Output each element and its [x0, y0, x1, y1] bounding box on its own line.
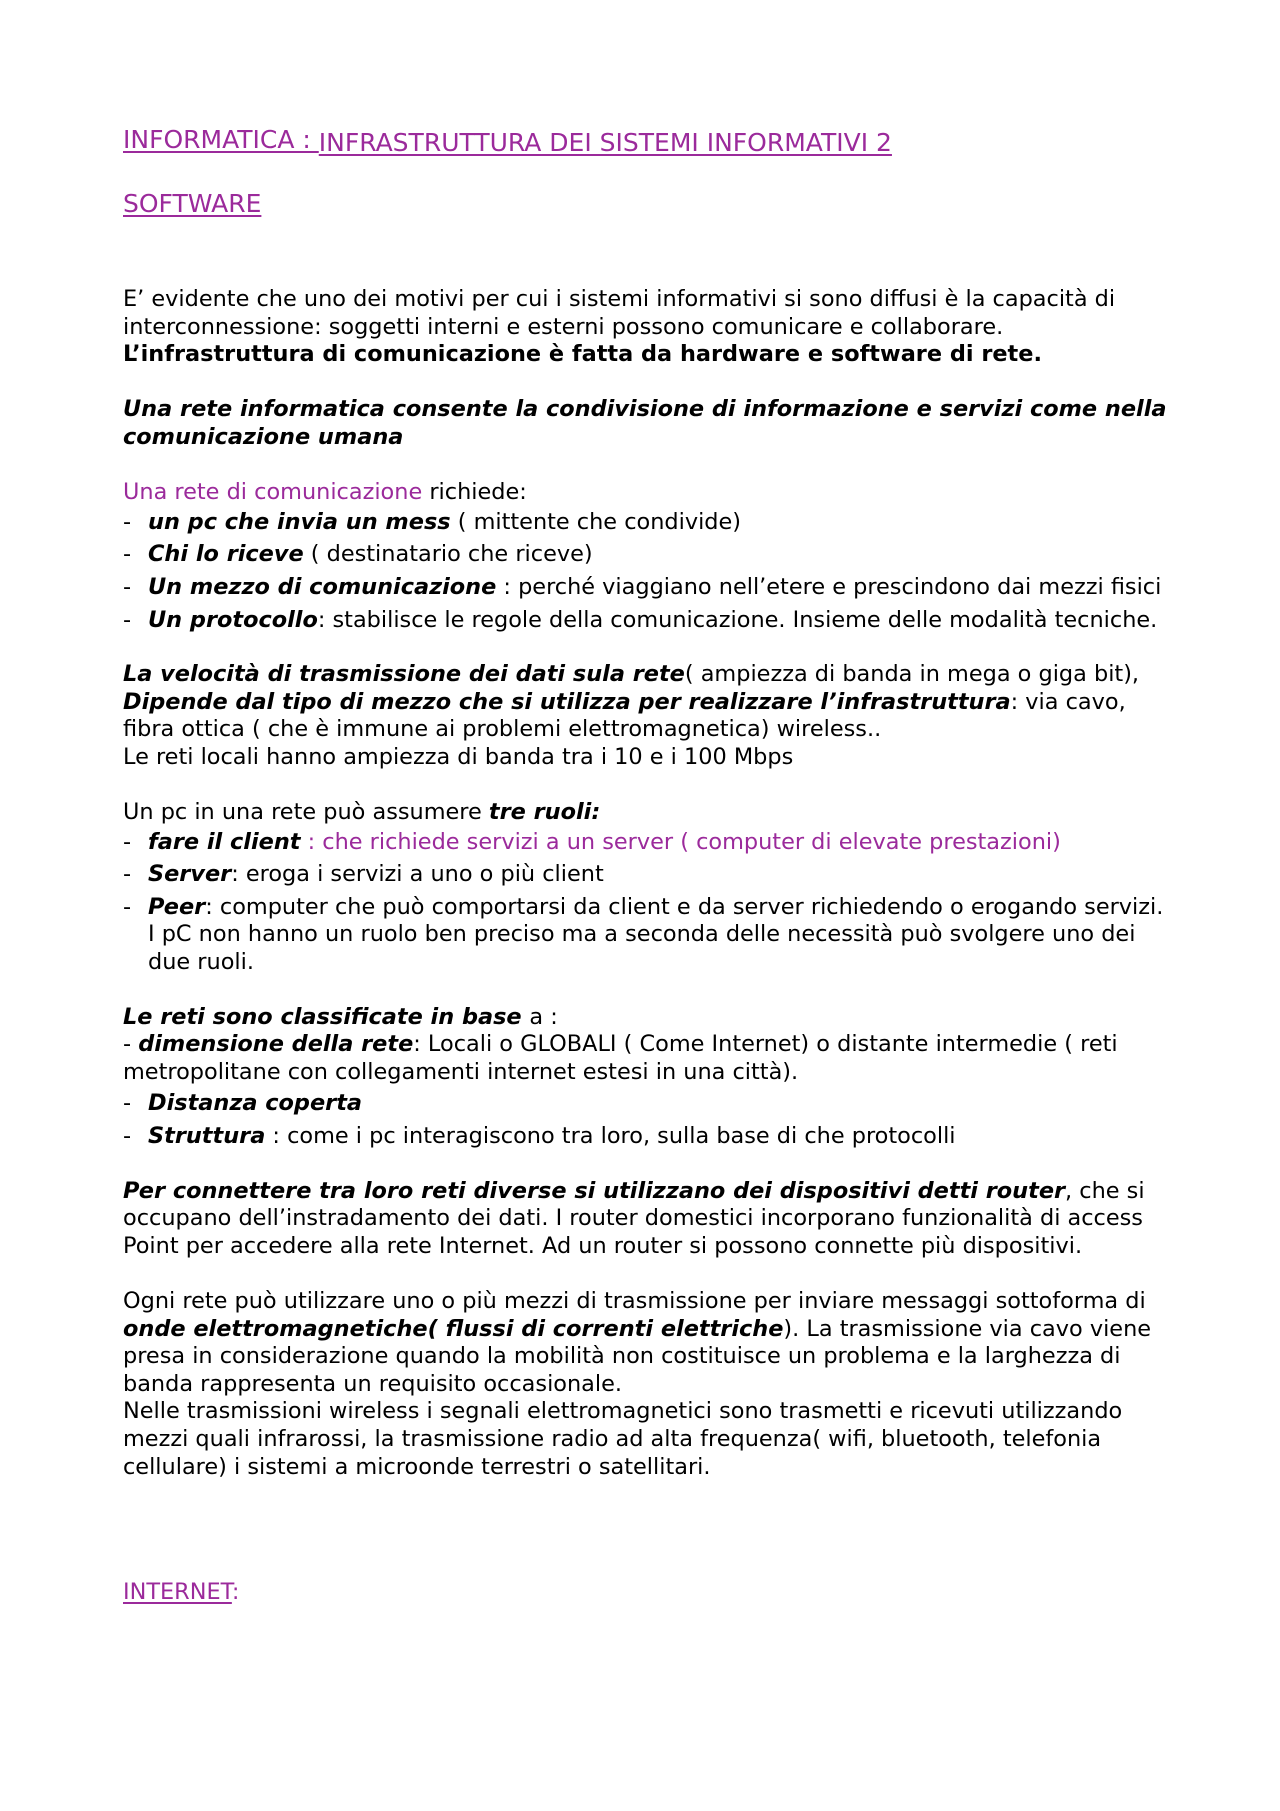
requirements-lead-rest: richiede: — [422, 479, 527, 506]
section-heading: SOFTWARE — [123, 189, 262, 218]
list-item-desc: ( mittente che condivide) — [450, 508, 742, 535]
list-item — [123, 509, 1173, 537]
classification-dimension — [123, 1031, 1173, 1086]
list-item-desc: ( destinatario che riceve) — [303, 541, 593, 568]
speed-text-1: ( ampiezza di banda in mega o giga bit), — [684, 661, 1140, 688]
list-item-term: Distanza coperta — [148, 1090, 363, 1117]
page-title — [123, 124, 1173, 156]
document-body — [123, 124, 1173, 1607]
list-item-desc: : come i pc interagiscono tra loro, sulla base di che protocolli — [265, 1123, 956, 1150]
list-item — [123, 1123, 1173, 1151]
list-item-desc: : eroga i servizi a uno o più client — [231, 861, 604, 888]
list-item-desc: : che richiede servizi a un server ( computer di elevate prestazioni) — [300, 828, 1061, 855]
classification-lead-bold: Le reti sono classificate in base — [123, 1003, 530, 1030]
classification-lead-rest: a : — [529, 1003, 558, 1030]
internet-label: INTERNET — [123, 1579, 232, 1606]
speed-text-3: Le reti locali hanno ampiezza di banda tra i 10 e i 100 Mbps — [123, 743, 794, 770]
transmission-text-1: Ogni rete può utilizzare uno o più mezzi di trasmissione per inviare messaggi sottoforma di — [123, 1288, 1146, 1314]
transmission-text-3: Nelle trasmissioni wireless i segnali elettromagnetici sono trasmetti e ricevuti utilizzando mezzi quali infrarossi, la trasmissione radio ad alta frequenza( wifi, bluetooth, telefonia cellulare) i sistemi a microonde terrestri o satellitari. — [123, 1398, 1123, 1480]
list-item — [123, 1090, 1173, 1118]
classification-list — [123, 1090, 1173, 1150]
list-item-term: Un mezzo di comunicazione — [148, 573, 497, 600]
speed-text-2: : via cavo, fibra ottica ( che è immune ai problemi elettromagnetica) wireless.. — [123, 688, 1126, 743]
network-definition: Una rete informatica consente la condivisione di informazione e servizi come nella comunicazione umana — [123, 396, 1167, 450]
dimension-term: dimensione della rete — [138, 1031, 414, 1058]
router-bold: Per connettere tra loro reti diverse si utilizzano dei dispositivi detti router — [123, 1177, 1066, 1204]
list-item-desc: : computer che può comportarsi da client e da server richiedendo o erogando servizi. I pC non hanno un ruolo ben preciso ma a seconda delle necessità può svolgere uno dei due ruoli. — [148, 893, 1164, 976]
roles-list — [123, 829, 1173, 977]
list-item — [123, 607, 1173, 635]
intro-paragraph — [123, 286, 1173, 369]
requirements-lead-colored: Una rete di comunicazione — [123, 479, 423, 506]
intro-bold: L’infrastruttura di comunicazione è fatta da hardware e software di rete. — [123, 341, 1042, 368]
router-paragraph — [123, 1178, 1173, 1261]
dimension-prefix: - — [123, 1031, 139, 1058]
speed-term: La velocità di trasmissione dei dati sula rete — [123, 661, 685, 688]
roles-lead-text: Un pc in una rete può assumere — [123, 799, 489, 826]
list-item-term: Struttura — [148, 1123, 266, 1150]
transmission-text-2: ). La trasmissione via cavo viene presa in considerazione quando la mobilità non costituisce un problema e la larghezza di banda rappresenta un requisito occasionale. — [123, 1315, 1152, 1397]
internet-heading — [123, 1579, 1173, 1607]
list-item — [123, 541, 1173, 569]
transmission-bold: onde elettromagnetiche( flussi di correnti elettriche — [123, 1315, 784, 1342]
speed-term-2: Dipende dal tipo di mezzo che si utilizza per realizzare l’infrastruttura — [123, 688, 1011, 715]
list-item — [123, 574, 1173, 602]
requirements-lead — [123, 479, 1173, 507]
list-item-term: Un protocollo — [148, 606, 318, 633]
transmission-paragraph — [123, 1288, 1173, 1481]
router-text: , che si occupano dell’instradamento dei dati. I router domestici incorporano funzionalità di access Point per accedere alla rete Internet. Ad un router si possono connette più dispositivi. — [123, 1177, 1145, 1259]
intro-text: E’ evidente che uno dei motivi per cui i sistemi informativi si sono diffusi è la capacità di interconnessione: soggetti interni e esterni possono comunicare e collaborare. — [123, 286, 1116, 340]
list-item-term: Chi lo riceve — [148, 541, 304, 568]
roles-lead — [123, 799, 1173, 827]
list-item-desc: : perché viaggiano nell’etere e prescindono dai mezzi fisici — [496, 573, 1162, 600]
subject-label: INFORMATICA : — [123, 125, 319, 154]
classification-lead — [123, 1004, 1173, 1032]
dimension-desc: : Locali o GLOBALI ( Come Internet) o distante intermedie ( reti metropolitane con collegamenti internet estesi in una città). — [123, 1031, 1118, 1085]
list-item — [123, 861, 1173, 889]
list-item — [123, 829, 1173, 857]
list-item-term: fare il client — [148, 828, 301, 855]
speed-paragraph — [123, 661, 1173, 771]
list-item — [123, 894, 1173, 977]
requirements-list — [123, 509, 1173, 634]
list-item-desc: : stabilisce le regole della comunicazione. Insieme delle modalità tecniche. — [317, 606, 1158, 633]
list-item-term: Server — [148, 861, 232, 888]
title-label: INFRASTRUTTURA DEI SISTEMI INFORMATIVI 2 — [318, 128, 892, 157]
list-item-term: un pc che invia un mess — [148, 508, 451, 535]
list-item-term: Peer — [148, 893, 206, 920]
internet-colon: : — [231, 1579, 240, 1606]
roles-lead-bold: tre ruoli: — [488, 799, 601, 826]
